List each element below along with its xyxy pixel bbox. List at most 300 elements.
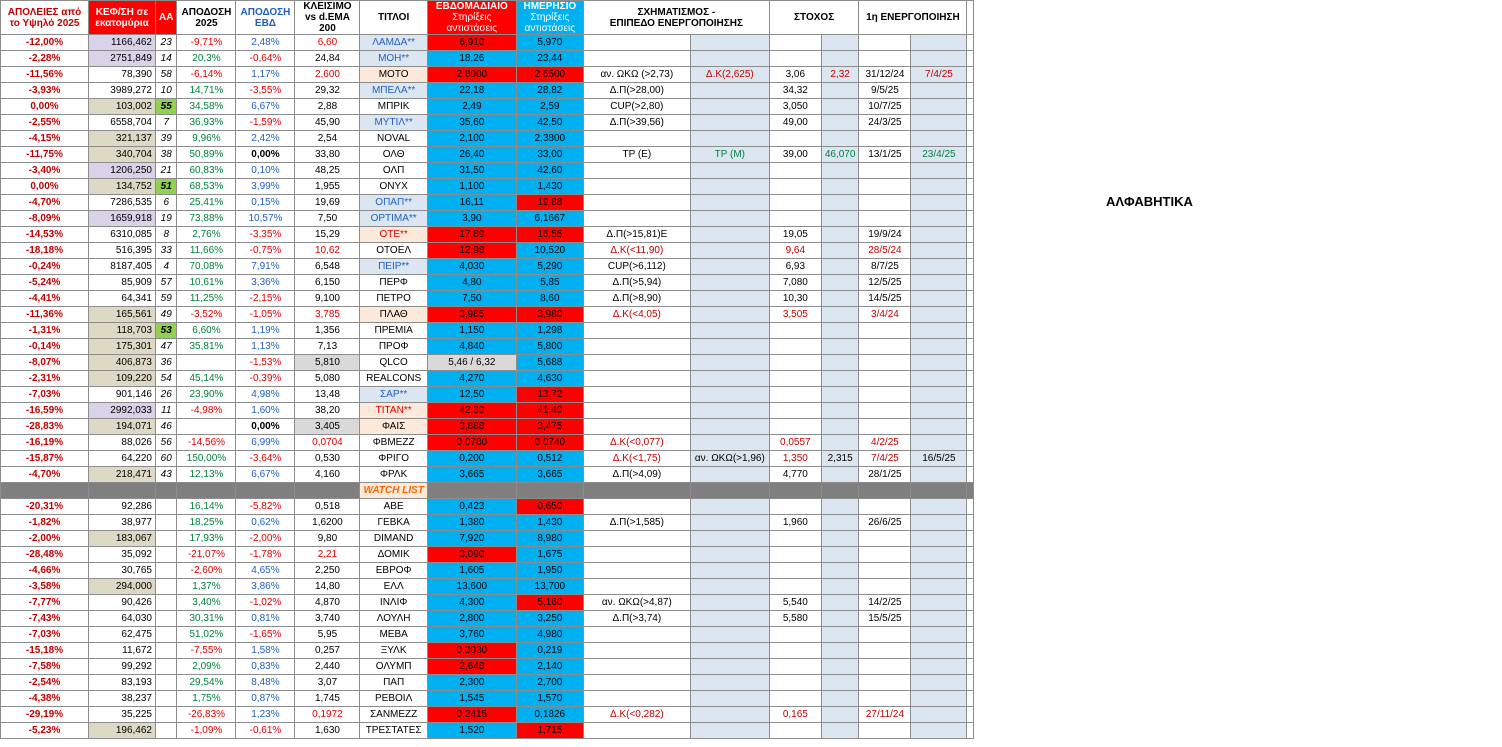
return-week-cell[interactable]: -1,53%	[236, 355, 295, 371]
target-cell[interactable]: 3,505	[769, 307, 821, 323]
target2-cell[interactable]	[821, 467, 859, 483]
aa-cell[interactable]: 38	[156, 147, 177, 163]
ticker-cell[interactable]: ΛΑΜΔΑ**	[360, 35, 427, 51]
return-week-cell[interactable]: 3,36%	[236, 275, 295, 291]
return-week-cell[interactable]: 1,60%	[236, 403, 295, 419]
activation-cell[interactable]: 13/1/25	[859, 147, 911, 163]
loss-cell[interactable]: -5,24%	[1, 275, 89, 291]
aa-cell[interactable]: 53	[156, 323, 177, 339]
target2-cell[interactable]	[821, 275, 859, 291]
weekly-cell[interactable]: 5,46 / 6,32	[427, 355, 516, 371]
return-2025-cell[interactable]: 3,40%	[177, 595, 236, 611]
activation2-cell[interactable]	[911, 99, 967, 115]
activation-cell[interactable]: 19/9/24	[859, 227, 911, 243]
return-2025-cell[interactable]: 2,76%	[177, 227, 236, 243]
close-cell[interactable]: 0,1972	[295, 707, 360, 723]
loss-cell[interactable]: -11,56%	[1, 67, 89, 83]
activation-cell[interactable]	[859, 643, 911, 659]
target-cell[interactable]	[769, 35, 821, 51]
weekly-cell[interactable]: 6,910	[427, 35, 516, 51]
activation2-cell[interactable]	[911, 467, 967, 483]
pattern-level-cell[interactable]	[690, 563, 769, 579]
weekly-cell[interactable]: 16,11	[427, 195, 516, 211]
cap-cell[interactable]: 64,341	[89, 291, 156, 307]
activation2-cell[interactable]	[911, 259, 967, 275]
aa-cell[interactable]: 60	[156, 451, 177, 467]
loss-cell[interactable]: -1,82%	[1, 515, 89, 531]
loss-cell[interactable]: -15,87%	[1, 451, 89, 467]
activation-cell[interactable]: 12/5/25	[859, 275, 911, 291]
daily-cell[interactable]: 4,630	[516, 371, 583, 387]
return-2025-cell[interactable]: 11,66%	[177, 243, 236, 259]
target2-cell[interactable]	[821, 51, 859, 67]
weekly-cell[interactable]: 1,520	[427, 723, 516, 739]
close-cell[interactable]: 0,257	[295, 643, 360, 659]
target-cell[interactable]	[769, 675, 821, 691]
activation2-cell[interactable]	[911, 195, 967, 211]
activation2-cell[interactable]	[911, 579, 967, 595]
pattern-level-cell[interactable]	[690, 211, 769, 227]
cap-cell[interactable]: 11,672	[89, 643, 156, 659]
ticker-cell[interactable]: ΞΥΛΚ	[360, 643, 427, 659]
cap-cell[interactable]: 6310,085	[89, 227, 156, 243]
weekly-cell[interactable]: 1,605	[427, 563, 516, 579]
ticker-cell[interactable]: ΜΠΕΛΑ**	[360, 83, 427, 99]
weekly-cell[interactable]: 3,760	[427, 627, 516, 643]
ticker-cell[interactable]: ΕΛΛ	[360, 579, 427, 595]
return-2025-cell[interactable]: 51,02%	[177, 627, 236, 643]
target-cell[interactable]	[769, 579, 821, 595]
activation-cell[interactable]	[859, 675, 911, 691]
pattern-level-cell[interactable]	[690, 259, 769, 275]
pattern-level-cell[interactable]	[690, 387, 769, 403]
close-cell[interactable]: 0,530	[295, 451, 360, 467]
cap-cell[interactable]: 134,752	[89, 179, 156, 195]
pattern-cell[interactable]	[583, 531, 690, 547]
target2-cell[interactable]	[821, 419, 859, 435]
daily-cell[interactable]: 0,650	[516, 499, 583, 515]
target2-cell[interactable]	[821, 579, 859, 595]
target-cell[interactable]	[769, 691, 821, 707]
loss-cell[interactable]: -16,19%	[1, 435, 89, 451]
cap-cell[interactable]: 109,220	[89, 371, 156, 387]
weekly-cell[interactable]: 2,100	[427, 131, 516, 147]
ticker-cell[interactable]: ΟΤΟΕΛ	[360, 243, 427, 259]
weekly-cell[interactable]: 13,600	[427, 579, 516, 595]
aa-cell[interactable]: 19	[156, 211, 177, 227]
target-cell[interactable]: 10,30	[769, 291, 821, 307]
pattern-level-cell[interactable]	[690, 531, 769, 547]
weekly-cell[interactable]: 2,300	[427, 675, 516, 691]
loss-cell[interactable]: -18,18%	[1, 243, 89, 259]
activation-cell[interactable]	[859, 163, 911, 179]
close-cell[interactable]: 2,88	[295, 99, 360, 115]
weekly-cell[interactable]: 1,545	[427, 691, 516, 707]
target-cell[interactable]	[769, 339, 821, 355]
activation-cell[interactable]	[859, 323, 911, 339]
pattern-cell[interactable]: Δ.Π(>5,94)	[583, 275, 690, 291]
pattern-cell[interactable]	[583, 627, 690, 643]
close-cell[interactable]: 3,785	[295, 307, 360, 323]
pattern-cell[interactable]: Δ.Κ(<1,75)	[583, 451, 690, 467]
close-cell[interactable]: 5,080	[295, 371, 360, 387]
cap-cell[interactable]: 901,146	[89, 387, 156, 403]
pattern-cell[interactable]	[583, 675, 690, 691]
ticker-cell[interactable]: ΔΟΜΙΚ	[360, 547, 427, 563]
weekly-cell[interactable]: 12,50	[427, 387, 516, 403]
daily-cell[interactable]: 2,140	[516, 659, 583, 675]
activation-cell[interactable]	[859, 131, 911, 147]
activation2-cell[interactable]	[911, 307, 967, 323]
cap-cell[interactable]: 2751,849	[89, 51, 156, 67]
pattern-level-cell[interactable]	[690, 227, 769, 243]
target-cell[interactable]	[769, 195, 821, 211]
cap-cell[interactable]: 406,873	[89, 355, 156, 371]
daily-cell[interactable]: 5,85	[516, 275, 583, 291]
pattern-cell[interactable]: Δ.Π(>15,81)E	[583, 227, 690, 243]
aa-cell[interactable]	[156, 579, 177, 595]
aa-cell[interactable]: 4	[156, 259, 177, 275]
pattern-level-cell[interactable]: αν. ΩΚΩ(>1,96)	[690, 451, 769, 467]
daily-cell[interactable]: 42,60	[516, 163, 583, 179]
weekly-cell[interactable]: 4,80	[427, 275, 516, 291]
ticker-cell[interactable]: ΟΛΥΜΠ	[360, 659, 427, 675]
activation-cell[interactable]: 26/6/25	[859, 515, 911, 531]
weekly-cell[interactable]: 0,423	[427, 499, 516, 515]
return-week-cell[interactable]: 0,00%	[236, 147, 295, 163]
loss-cell[interactable]: -2,28%	[1, 51, 89, 67]
target2-cell[interactable]	[821, 323, 859, 339]
loss-cell[interactable]: -8,09%	[1, 211, 89, 227]
activation2-cell[interactable]	[911, 563, 967, 579]
activation-cell[interactable]	[859, 403, 911, 419]
cap-cell[interactable]: 64,030	[89, 611, 156, 627]
activation-cell[interactable]: 28/1/25	[859, 467, 911, 483]
target-cell[interactable]	[769, 403, 821, 419]
daily-cell[interactable]: 10,520	[516, 243, 583, 259]
target-cell[interactable]	[769, 163, 821, 179]
target-cell[interactable]	[769, 531, 821, 547]
aa-cell[interactable]: 36	[156, 355, 177, 371]
pattern-level-cell[interactable]	[690, 307, 769, 323]
aa-cell[interactable]: 43	[156, 467, 177, 483]
cap-cell[interactable]: 99,292	[89, 659, 156, 675]
loss-cell[interactable]: -7,03%	[1, 627, 89, 643]
return-week-cell[interactable]: -1,05%	[236, 307, 295, 323]
return-week-cell[interactable]: 6,67%	[236, 467, 295, 483]
close-cell[interactable]: 1,356	[295, 323, 360, 339]
return-week-cell[interactable]: -1,65%	[236, 627, 295, 643]
loss-cell[interactable]: -4,70%	[1, 467, 89, 483]
weekly-cell[interactable]: 26,40	[427, 147, 516, 163]
activation2-cell[interactable]	[911, 547, 967, 563]
pattern-level-cell[interactable]	[690, 675, 769, 691]
target2-cell[interactable]	[821, 403, 859, 419]
aa-cell[interactable]: 6	[156, 195, 177, 211]
activation-cell[interactable]: 31/12/24	[859, 67, 911, 83]
activation2-cell[interactable]	[911, 179, 967, 195]
return-2025-cell[interactable]: 150,00%	[177, 451, 236, 467]
return-week-cell[interactable]: 1,23%	[236, 707, 295, 723]
activation2-cell[interactable]	[911, 419, 967, 435]
cap-cell[interactable]: 183,067	[89, 531, 156, 547]
target2-cell[interactable]	[821, 627, 859, 643]
return-week-cell[interactable]: -0,75%	[236, 243, 295, 259]
pattern-cell[interactable]: TP (E)	[583, 147, 690, 163]
target2-cell[interactable]	[821, 691, 859, 707]
loss-cell[interactable]: -2,54%	[1, 675, 89, 691]
daily-cell[interactable]: 6,1667	[516, 211, 583, 227]
target-cell[interactable]: 5,540	[769, 595, 821, 611]
close-cell[interactable]: 5,95	[295, 627, 360, 643]
daily-cell[interactable]: 1,430	[516, 179, 583, 195]
loss-cell[interactable]: -4,38%	[1, 691, 89, 707]
target2-cell[interactable]	[821, 723, 859, 739]
activation-cell[interactable]: 27/11/24	[859, 707, 911, 723]
loss-cell[interactable]: -11,36%	[1, 307, 89, 323]
target2-cell[interactable]	[821, 371, 859, 387]
target2-cell[interactable]	[821, 659, 859, 675]
loss-cell[interactable]: -4,70%	[1, 195, 89, 211]
target2-cell[interactable]	[821, 339, 859, 355]
loss-cell[interactable]: -29,19%	[1, 707, 89, 723]
target2-cell[interactable]	[821, 211, 859, 227]
pattern-level-cell[interactable]	[690, 323, 769, 339]
pattern-cell[interactable]: Δ.Π(>28,00)	[583, 83, 690, 99]
activation2-cell[interactable]	[911, 675, 967, 691]
activation-cell[interactable]	[859, 659, 911, 675]
cap-cell[interactable]: 30,765	[89, 563, 156, 579]
cap-cell[interactable]: 118,703	[89, 323, 156, 339]
daily-cell[interactable]: 13,72	[516, 387, 583, 403]
pattern-cell[interactable]: Δ.Π(>8,90)	[583, 291, 690, 307]
loss-cell[interactable]: -4,66%	[1, 563, 89, 579]
target-cell[interactable]: 0,165	[769, 707, 821, 723]
target-cell[interactable]	[769, 419, 821, 435]
target-cell[interactable]	[769, 659, 821, 675]
close-cell[interactable]: 5,810	[295, 355, 360, 371]
pattern-cell[interactable]	[583, 131, 690, 147]
cap-cell[interactable]: 85,909	[89, 275, 156, 291]
pattern-cell[interactable]	[583, 179, 690, 195]
ticker-cell[interactable]: ΜΟΤΟ	[360, 67, 427, 83]
close-cell[interactable]: 6,548	[295, 259, 360, 275]
close-cell[interactable]: 29,32	[295, 83, 360, 99]
close-cell[interactable]: 2,600	[295, 67, 360, 83]
return-2025-cell[interactable]: 73,88%	[177, 211, 236, 227]
close-cell[interactable]: 3,405	[295, 419, 360, 435]
close-cell[interactable]: 48,25	[295, 163, 360, 179]
pattern-cell[interactable]: Δ.Π(>1,585)	[583, 515, 690, 531]
target2-cell[interactable]	[821, 307, 859, 323]
activation2-cell[interactable]	[911, 323, 967, 339]
activation-cell[interactable]: 7/4/25	[859, 451, 911, 467]
daily-cell[interactable]: 1,570	[516, 691, 583, 707]
weekly-cell[interactable]: 17,89	[427, 227, 516, 243]
close-cell[interactable]: 14,80	[295, 579, 360, 595]
target-cell[interactable]	[769, 547, 821, 563]
return-week-cell[interactable]: 7,91%	[236, 259, 295, 275]
ticker-cell[interactable]: DIMAND	[360, 531, 427, 547]
weekly-cell[interactable]: 1,100	[427, 179, 516, 195]
activation2-cell[interactable]	[911, 531, 967, 547]
activation-cell[interactable]: 8/7/25	[859, 259, 911, 275]
activation2-cell[interactable]	[911, 243, 967, 259]
loss-cell[interactable]: -3,40%	[1, 163, 89, 179]
weekly-cell[interactable]: 4,300	[427, 595, 516, 611]
daily-cell[interactable]: 19,88	[516, 195, 583, 211]
target-cell[interactable]	[769, 387, 821, 403]
activation2-cell[interactable]	[911, 499, 967, 515]
ticker-cell[interactable]: ΠΡΕΜΙΑ	[360, 323, 427, 339]
pattern-level-cell[interactable]	[690, 291, 769, 307]
weekly-cell[interactable]: 31,50	[427, 163, 516, 179]
close-cell[interactable]: 3,07	[295, 675, 360, 691]
return-week-cell[interactable]: 4,98%	[236, 387, 295, 403]
weekly-cell[interactable]: 0,200	[427, 451, 516, 467]
weekly-cell[interactable]: 7,50	[427, 291, 516, 307]
ticker-cell[interactable]: ΠΑΠ	[360, 675, 427, 691]
activation-cell[interactable]	[859, 419, 911, 435]
aa-cell[interactable]	[156, 723, 177, 739]
close-cell[interactable]: 1,745	[295, 691, 360, 707]
return-2025-cell[interactable]: 6,60%	[177, 323, 236, 339]
activation-cell[interactable]	[859, 627, 911, 643]
weekly-cell[interactable]: 2,8000	[427, 67, 516, 83]
daily-cell[interactable]: 4,980	[516, 627, 583, 643]
target-cell[interactable]	[769, 131, 821, 147]
activation2-cell[interactable]	[911, 707, 967, 723]
return-week-cell[interactable]: 2,48%	[236, 35, 295, 51]
aa-cell[interactable]: 51	[156, 179, 177, 195]
aa-cell[interactable]: 33	[156, 243, 177, 259]
return-2025-cell[interactable]: -6,14%	[177, 67, 236, 83]
return-2025-cell[interactable]: 18,25%	[177, 515, 236, 531]
return-week-cell[interactable]: -5,82%	[236, 499, 295, 515]
daily-cell[interactable]: 41,40	[516, 403, 583, 419]
ticker-cell[interactable]: REALCONS	[360, 371, 427, 387]
weekly-cell[interactable]: 7,920	[427, 531, 516, 547]
target-cell[interactable]: 6,93	[769, 259, 821, 275]
pattern-level-cell[interactable]	[690, 419, 769, 435]
pattern-cell[interactable]	[583, 387, 690, 403]
target-cell[interactable]: 7,080	[769, 275, 821, 291]
target2-cell[interactable]	[821, 291, 859, 307]
pattern-cell[interactable]	[583, 499, 690, 515]
daily-cell[interactable]: 3,475	[516, 419, 583, 435]
aa-cell[interactable]	[156, 627, 177, 643]
close-cell[interactable]: 7,50	[295, 211, 360, 227]
target2-cell[interactable]	[821, 227, 859, 243]
return-2025-cell[interactable]: 34,58%	[177, 99, 236, 115]
weekly-cell[interactable]: 4,030	[427, 259, 516, 275]
activation-cell[interactable]	[859, 691, 911, 707]
return-2025-cell[interactable]: 11,25%	[177, 291, 236, 307]
ticker-cell[interactable]: ΑΒΕ	[360, 499, 427, 515]
target2-cell[interactable]	[821, 115, 859, 131]
pattern-cell[interactable]	[583, 51, 690, 67]
weekly-cell[interactable]: 0,3030	[427, 643, 516, 659]
target-cell[interactable]: 3,050	[769, 99, 821, 115]
activation-cell[interactable]	[859, 531, 911, 547]
return-week-cell[interactable]: 0,83%	[236, 659, 295, 675]
return-2025-cell[interactable]: -21,07%	[177, 547, 236, 563]
return-week-cell[interactable]: -0,39%	[236, 371, 295, 387]
cap-cell[interactable]: 194,071	[89, 419, 156, 435]
aa-cell[interactable]: 55	[156, 99, 177, 115]
close-cell[interactable]: 33,80	[295, 147, 360, 163]
return-week-cell[interactable]: -3,35%	[236, 227, 295, 243]
ticker-cell[interactable]: ΜΥΤΙΛ**	[360, 115, 427, 131]
activation2-cell[interactable]	[911, 611, 967, 627]
ticker-cell[interactable]: ΠΡΟΦ	[360, 339, 427, 355]
cap-cell[interactable]: 38,977	[89, 515, 156, 531]
target-cell[interactable]: 0,0557	[769, 435, 821, 451]
daily-cell[interactable]: 8,980	[516, 531, 583, 547]
ticker-cell[interactable]: ΓΕΒΚΑ	[360, 515, 427, 531]
aa-cell[interactable]: 56	[156, 435, 177, 451]
loss-cell[interactable]: -12,00%	[1, 35, 89, 51]
cap-cell[interactable]: 175,301	[89, 339, 156, 355]
pattern-level-cell[interactable]	[690, 499, 769, 515]
activation-cell[interactable]	[859, 499, 911, 515]
target2-cell[interactable]	[821, 179, 859, 195]
return-2025-cell[interactable]	[177, 355, 236, 371]
close-cell[interactable]: 6,60	[295, 35, 360, 51]
ticker-cell[interactable]: ΤΡΕΣΤΑΤΕΣ	[360, 723, 427, 739]
close-cell[interactable]: 1,6200	[295, 515, 360, 531]
return-week-cell[interactable]: -1,02%	[236, 595, 295, 611]
activation2-cell[interactable]: 16/5/25	[911, 451, 967, 467]
pattern-cell[interactable]	[583, 691, 690, 707]
pattern-cell[interactable]	[583, 659, 690, 675]
pattern-cell[interactable]: Δ.Κ(<0,077)	[583, 435, 690, 451]
activation-cell[interactable]: 4/2/25	[859, 435, 911, 451]
loss-cell[interactable]: 0,00%	[1, 99, 89, 115]
pattern-cell[interactable]: Δ.Κ(<0,282)	[583, 707, 690, 723]
loss-cell[interactable]: -7,43%	[1, 611, 89, 627]
aa-cell[interactable]: 39	[156, 131, 177, 147]
target2-cell[interactable]	[821, 83, 859, 99]
close-cell[interactable]: 0,0704	[295, 435, 360, 451]
activation2-cell[interactable]	[911, 163, 967, 179]
pattern-level-cell[interactable]	[690, 595, 769, 611]
daily-cell[interactable]: 5,800	[516, 339, 583, 355]
pattern-level-cell[interactable]	[690, 51, 769, 67]
pattern-cell[interactable]: Δ.Π(>3,74)	[583, 611, 690, 627]
loss-cell[interactable]: -15,18%	[1, 643, 89, 659]
ticker-cell[interactable]: ΟΠΑΠ**	[360, 195, 427, 211]
close-cell[interactable]: 9,80	[295, 531, 360, 547]
return-2025-cell[interactable]: -14,56%	[177, 435, 236, 451]
daily-cell[interactable]: 0,219	[516, 643, 583, 659]
daily-cell[interactable]: 13,700	[516, 579, 583, 595]
return-2025-cell[interactable]: 12,13%	[177, 467, 236, 483]
loss-cell[interactable]: -4,41%	[1, 291, 89, 307]
daily-cell[interactable]: 5,290	[516, 259, 583, 275]
pattern-cell[interactable]	[583, 419, 690, 435]
aa-cell[interactable]: 54	[156, 371, 177, 387]
pattern-level-cell[interactable]	[690, 643, 769, 659]
weekly-cell[interactable]: 42,30	[427, 403, 516, 419]
cap-cell[interactable]: 1166,462	[89, 35, 156, 51]
pattern-cell[interactable]	[583, 195, 690, 211]
pattern-cell[interactable]	[583, 323, 690, 339]
activation-cell[interactable]	[859, 179, 911, 195]
return-week-cell[interactable]: 0,81%	[236, 611, 295, 627]
activation2-cell[interactable]	[911, 291, 967, 307]
pattern-cell[interactable]	[583, 563, 690, 579]
